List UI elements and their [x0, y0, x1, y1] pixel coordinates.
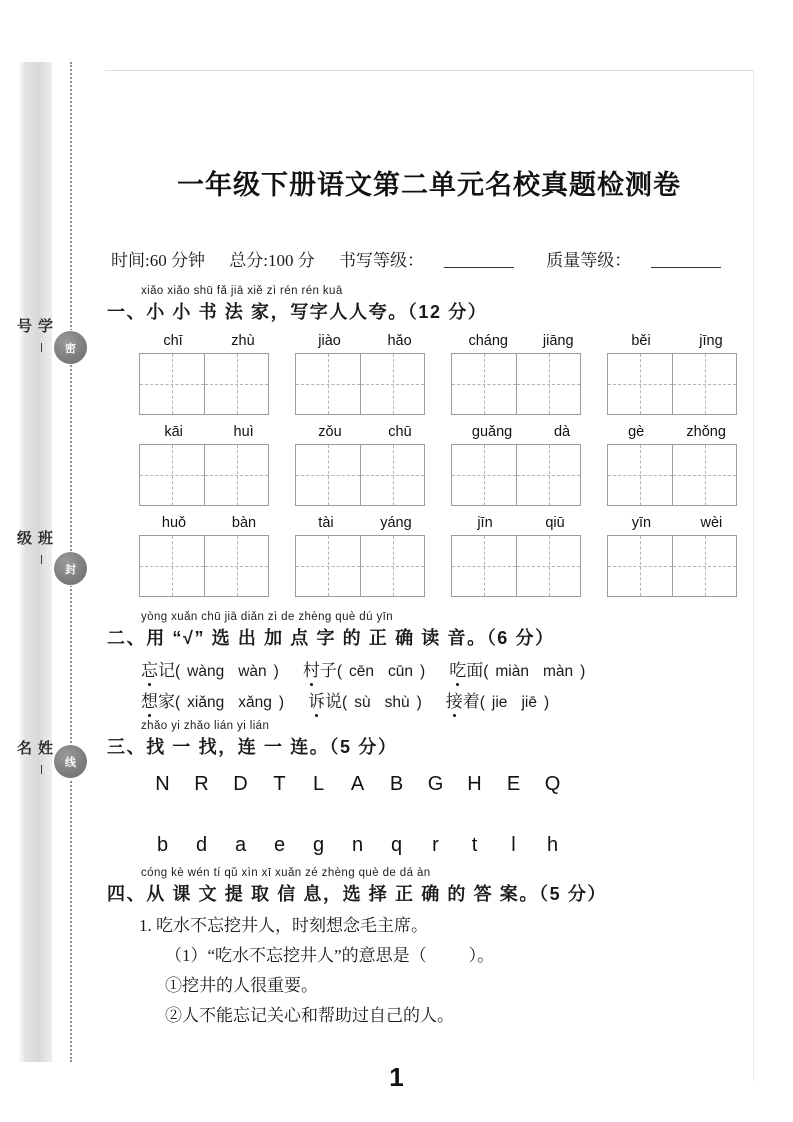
- writing-grid-row: [105, 333, 753, 415]
- tianzige-cell[interactable]: [296, 536, 360, 596]
- grid-pinyin-pair: [607, 333, 747, 349]
- seal-field-write-line: [41, 765, 43, 774]
- grid-pinyin-2: hǎo: [387, 333, 412, 349]
- section-3-heading: [105, 720, 753, 759]
- dotted-char: 想: [141, 687, 158, 712]
- tianzige-cell[interactable]: [608, 445, 672, 505]
- tianzige-pair[interactable]: [451, 444, 581, 506]
- grid-pinyin-2: bàn: [231, 515, 257, 531]
- sub-prompt-tail: ）。: [468, 946, 495, 965]
- tianzige-cell[interactable]: [452, 354, 516, 414]
- grid-pinyin-2: jiāng: [542, 333, 574, 349]
- pronunciation-item[interactable]: 吃面( miàn màn ): [449, 656, 585, 681]
- letter-item[interactable]: b: [156, 834, 169, 856]
- section-3-title: 三、找 一 找，连 一 连。（5 分）: [107, 737, 398, 757]
- word-rest: 家: [158, 692, 175, 711]
- tianzige-cell[interactable]: [452, 536, 516, 596]
- writing-grid-row: [105, 424, 753, 506]
- seal-badge-icon: 密: [54, 331, 87, 364]
- letter-item[interactable]: t: [471, 834, 478, 856]
- tianzige-cell[interactable]: [204, 536, 268, 596]
- grid-pinyin-1: jiào: [318, 333, 341, 349]
- tianzige-cell[interactable]: [672, 536, 736, 596]
- letter-item[interactable]: n: [351, 834, 364, 856]
- letter-item[interactable]: r: [432, 834, 439, 856]
- seal-margin: [0, 0, 100, 1122]
- pronunciation-item[interactable]: 村子( cēn cūn ): [303, 656, 425, 681]
- letter-item[interactable]: R: [194, 773, 209, 795]
- writing-grid-group[interactable]: [451, 333, 591, 415]
- tianzige-cell[interactable]: [672, 445, 736, 505]
- grid-pinyin-pair: [139, 515, 279, 531]
- question-sub-prompt: [105, 941, 753, 966]
- tianzige-pair[interactable]: [607, 444, 737, 506]
- writing-grid-group[interactable]: [295, 515, 435, 597]
- letter-item[interactable]: e: [273, 834, 286, 856]
- dotted-char: 忘: [141, 656, 158, 681]
- grid-pinyin-pair: [295, 424, 435, 440]
- grid-pinyin-pair: [295, 333, 435, 349]
- grid-pinyin-2: zhù: [231, 333, 255, 349]
- writing-grid-group[interactable]: [451, 515, 591, 597]
- section-2-heading: [105, 611, 753, 650]
- tianzige-cell[interactable]: [516, 445, 580, 505]
- grid-pinyin-pair: [139, 333, 279, 349]
- lowercase-letter-row: [105, 834, 753, 857]
- writing-grid-group[interactable]: [451, 424, 591, 506]
- seal-field-label: 班级: [15, 530, 53, 549]
- tianzige-pair[interactable]: [451, 535, 581, 597]
- quality-grade-label: 质量等级：: [546, 251, 632, 270]
- grid-pinyin-1: yīn: [631, 515, 652, 531]
- tianzige-pair[interactable]: [451, 353, 581, 415]
- grid-pinyin-1: huǒ: [161, 515, 187, 531]
- tianzige-cell[interactable]: [360, 536, 424, 596]
- section-1-title: 一、小 小 书 法 家，写字人人夸。（12 分）: [107, 302, 488, 322]
- tianzige-pair[interactable]: [607, 353, 737, 415]
- tianzige-cell[interactable]: [516, 536, 580, 596]
- grid-pinyin-pair: [451, 515, 591, 531]
- writing-grid-group[interactable]: [295, 333, 435, 415]
- letter-item[interactable]: L: [312, 773, 325, 795]
- pinyin-option[interactable]: cūn: [388, 663, 414, 680]
- uppercase-letter-row: [105, 773, 753, 796]
- word-rest: 记: [158, 661, 175, 680]
- grid-pinyin-2: jīng: [699, 333, 723, 349]
- section-4-pinyin: cóng kè wén tí qǔ xìn xī xuǎn zé zhèng què de dá àn: [141, 867, 431, 879]
- letter-item[interactable]: A: [350, 773, 365, 795]
- pinyin-option[interactable]: jiē: [521, 694, 537, 711]
- grid-pinyin-2: qiū: [545, 515, 565, 531]
- exam-total-score: 总分:100 分: [229, 251, 315, 270]
- writing-grid-group[interactable]: [139, 515, 279, 597]
- grid-pinyin-2: dà: [553, 424, 571, 440]
- tianzige-cell[interactable]: [140, 536, 204, 596]
- letter-item[interactable]: E: [506, 773, 521, 795]
- grid-pinyin-pair: [607, 424, 747, 440]
- grid-pinyin-1: běi: [631, 333, 651, 349]
- grid-pinyin-1: cháng: [468, 333, 508, 349]
- seal-field-label: 姓名: [15, 740, 53, 759]
- tianzige-cell[interactable]: [608, 354, 672, 414]
- letter-item[interactable]: h: [546, 834, 559, 856]
- grid-pinyin-2: yáng: [380, 515, 412, 531]
- writing-grade-label: 书写等级：: [338, 251, 424, 270]
- grid-pinyin-2: chū: [388, 424, 412, 440]
- tianzige-pair[interactable]: [607, 535, 737, 597]
- word-rest: 说: [325, 692, 343, 711]
- letter-item[interactable]: g: [312, 834, 325, 856]
- pinyin-option[interactable]: màn: [542, 663, 574, 680]
- seal-badge-icon: 封: [54, 552, 87, 585]
- writing-grid-row: [105, 515, 753, 597]
- grid-pinyin-pair: [295, 515, 435, 531]
- grid-pinyin-pair: [451, 424, 591, 440]
- tianzige-cell[interactable]: [140, 354, 204, 414]
- pronunciation-row: [105, 687, 753, 712]
- tianzige-cell[interactable]: [516, 354, 580, 414]
- pronunciation-item[interactable]: 想家( xiǎng xǎng ): [141, 687, 284, 712]
- exam-sheet: [105, 70, 754, 1081]
- letter-item[interactable]: T: [273, 773, 286, 795]
- pronunciation-item[interactable]: 接着( jie jiē ): [446, 687, 549, 712]
- section-3-pinyin: zhǎo yi zhǎo lián yi lián: [141, 720, 270, 732]
- letter-item[interactable]: N: [155, 773, 170, 795]
- section-2-pinyin: yòng xuǎn chū jiā diǎn zì de zhèng què dú yīn: [141, 611, 394, 623]
- tianzige-cell[interactable]: [296, 445, 360, 505]
- section-4-title: 四、从 课 文 提 取 信 息，选 择 正 确 的 答 案。（5 分）: [107, 884, 608, 904]
- grid-pinyin-1: zǒu: [318, 424, 342, 440]
- tianzige-pair[interactable]: [295, 444, 425, 506]
- pinyin-option[interactable]: wàn: [238, 663, 267, 680]
- tianzige-pair[interactable]: [295, 353, 425, 415]
- dotted-char: 接: [446, 687, 463, 712]
- grid-pinyin-1: chī: [163, 333, 183, 349]
- pinyin-option[interactable]: jie: [491, 694, 508, 711]
- tianzige-cell[interactable]: [672, 354, 736, 414]
- question-stem: 1. 吃水不忘挖井人，时刻想念毛主席。: [139, 916, 428, 935]
- writing-grid-group[interactable]: [607, 515, 747, 597]
- letter-item[interactable]: B: [389, 773, 404, 795]
- word-rest: 面: [466, 661, 484, 680]
- writing-grid-group[interactable]: [607, 333, 747, 415]
- grid-pinyin-2: wèi: [700, 515, 723, 531]
- letter-item[interactable]: d: [195, 834, 208, 856]
- page-number: 1: [389, 1062, 404, 1092]
- seal-field-write-line: [41, 555, 43, 564]
- letter-item[interactable]: D: [233, 773, 248, 795]
- grid-pinyin-pair: [607, 515, 747, 531]
- writing-grade-blank[interactable]: [444, 267, 514, 268]
- dotted-char: 吃: [449, 656, 466, 681]
- grid-pinyin-pair: [139, 424, 279, 440]
- grid-pinyin-1: guǎng: [471, 424, 513, 440]
- exam-time: 时间:60 分钟: [111, 251, 205, 270]
- writing-grid-group[interactable]: [295, 424, 435, 506]
- tianzige-cell[interactable]: [204, 445, 268, 505]
- section-2-title: 二、用 “√” 选 出 加 点 字 的 正 确 读 音。（6 分）: [107, 628, 555, 648]
- tianzige-pair[interactable]: [139, 535, 269, 597]
- tianzige-cell[interactable]: [608, 536, 672, 596]
- pronunciation-row: [105, 656, 753, 681]
- question-option-2[interactable]: ②人不能忘记关心和帮助过自己的人。: [165, 1006, 454, 1025]
- word-rest: 着: [462, 692, 480, 711]
- section-4-heading: [105, 867, 753, 906]
- section-1-heading: [105, 285, 753, 324]
- grid-pinyin-2: zhǒng: [686, 424, 726, 440]
- tianzige-pair[interactable]: [295, 535, 425, 597]
- writing-grid-group[interactable]: [139, 424, 279, 506]
- writing-grid-group[interactable]: [139, 333, 279, 415]
- letter-item[interactable]: l: [511, 834, 516, 856]
- pinyin-option[interactable]: sù: [354, 694, 371, 711]
- grid-pinyin-1: gè: [628, 424, 645, 440]
- word-rest: 子: [319, 661, 337, 680]
- question-option-1[interactable]: ①挖井的人很重要。: [165, 976, 318, 995]
- dotted-char: 诉: [308, 687, 325, 712]
- seal-badge-icon: 线: [54, 745, 87, 778]
- pronunciation-item[interactable]: 诉说( sù shù ): [308, 687, 422, 712]
- quality-grade-blank[interactable]: [651, 267, 721, 268]
- pinyin-option[interactable]: xiǎng: [187, 694, 225, 711]
- tianzige-cell[interactable]: [360, 445, 424, 505]
- letter-item[interactable]: Q: [544, 773, 561, 795]
- dotted-char: 村: [303, 656, 320, 681]
- tianzige-cell[interactable]: [360, 354, 424, 414]
- tianzige-cell[interactable]: [140, 445, 204, 505]
- grid-pinyin-2: huì: [233, 424, 254, 440]
- pinyin-option[interactable]: shù: [384, 694, 410, 711]
- pinyin-option[interactable]: miàn: [495, 663, 529, 680]
- pinyin-option[interactable]: xǎng: [238, 694, 272, 711]
- tianzige-cell[interactable]: [452, 445, 516, 505]
- pinyin-option[interactable]: cēn: [349, 663, 375, 680]
- section-1-pinyin: xiǎo xiǎo shū fǎ jiā xiě zì rén rén kuā: [141, 285, 343, 297]
- tianzige-cell[interactable]: [204, 354, 268, 414]
- tianzige-cell[interactable]: [296, 354, 360, 414]
- letter-item[interactable]: H: [467, 773, 482, 795]
- seal-field-label: 学号: [15, 318, 53, 337]
- grid-pinyin-1: jīn: [477, 515, 493, 531]
- writing-grid-group[interactable]: [607, 424, 747, 506]
- pronunciation-item[interactable]: 忘记( wàng wàn ): [141, 656, 279, 681]
- tianzige-pair[interactable]: [139, 444, 269, 506]
- grid-pinyin-1: tài: [318, 515, 334, 531]
- letter-item[interactable]: G: [427, 773, 444, 795]
- pinyin-option[interactable]: wàng: [187, 663, 225, 680]
- page-title: 一年级下册语文第二单元名校真题检测卷: [177, 170, 681, 200]
- letter-item[interactable]: q: [390, 834, 403, 856]
- letter-item[interactable]: a: [234, 834, 247, 856]
- sub-prompt-text: （1）“吃水不忘挖井人”的意思是（: [165, 946, 427, 965]
- grid-pinyin-pair: [451, 333, 591, 349]
- grid-pinyin-1: kāi: [164, 424, 183, 440]
- seal-field-write-line: [41, 343, 43, 352]
- tianzige-pair[interactable]: [139, 353, 269, 415]
- exam-meta-row: [105, 246, 753, 271]
